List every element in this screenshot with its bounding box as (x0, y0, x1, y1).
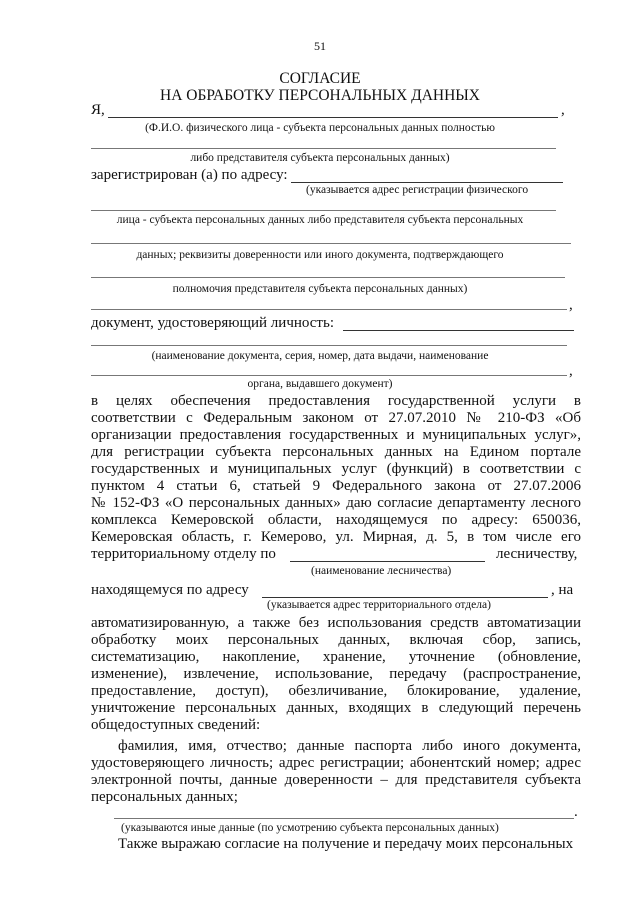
located-label: находящемуся по адресу (91, 582, 249, 598)
para3-line-4: персональных данных; (91, 789, 238, 805)
hint-addr-4: полномочия представителя субъекта персональных данных) (172, 283, 468, 295)
page-number: 51 (314, 39, 326, 53)
para1-line-4: для регистрации субъекта персональных данных на Едином портале (91, 444, 581, 460)
para1-line-1: в целях обеспечения предоставления государственной услуги в (91, 393, 581, 409)
para2-line-5: предоставление, доступ), обезличивание, блокирование, удаление, (91, 683, 581, 699)
doc-comma: , (569, 363, 573, 379)
doc-field-line-2[interactable] (91, 345, 567, 346)
registered-label: зарегистрирован (а) по адресу: (91, 167, 288, 183)
hint-addr-2: лица - субъекта персональных данных либо представителя субъекта персональных (116, 214, 524, 226)
hint-forestry: (наименование лесничества) (311, 565, 452, 577)
hint-doc-1: (наименование документа, серия, номер, дата выдачи, наименование (151, 350, 489, 362)
forestry-suffix: лесничеству, (496, 546, 578, 562)
na-label: , на (551, 582, 574, 598)
para3-line-3: электронной почты, данные доверенности – для представителя субъекта (91, 772, 581, 788)
address-field-line-2[interactable] (91, 210, 556, 211)
territorial-label: территориальному отделу по (91, 546, 276, 562)
doc-label: документ, удостоверяющий личность: (91, 315, 334, 331)
address-field-line-5[interactable] (91, 309, 567, 310)
para2-line-4: изменение), извлечение, использование, передачу (распространение, (91, 666, 581, 682)
terr-address-field-line[interactable] (262, 597, 548, 598)
para2-line-7: общедоступных сведений: (91, 717, 261, 733)
final-line: Также выражаю согласие на получение и передачу моих персональных (118, 836, 574, 852)
para1-line-6: пунктом 4 статьи 6, статьей 9 Федерального закона от 27.07.2006 (91, 478, 581, 494)
para2-line-1: автоматизированную, а также без использования средств автоматизации (91, 615, 581, 631)
doc-field-line[interactable] (343, 330, 574, 331)
para3-line-1: фамилия, имя, отчество; данные паспорта либо иного документа, (118, 738, 581, 754)
para2-line-6: уничтожение персональных данных, входящих в следующий перечень (91, 700, 581, 716)
address-field-line-4[interactable] (91, 277, 565, 278)
other-data-field-line[interactable] (114, 818, 574, 819)
hint-addr-3: данных; реквизиты доверенности или иного документа, подтверждающего (136, 249, 504, 261)
hint-doc-2: органа, выдавшего документ) (247, 378, 393, 390)
address-field-line-3[interactable] (91, 243, 571, 244)
hint-terr-addr: (указывается адрес территориального отдела) (267, 599, 491, 611)
para3-line-2: удостоверяющего личность; адрес регистрации; абонентский номер; адрес (91, 755, 581, 771)
doc-field-line-3[interactable] (91, 375, 567, 376)
para1-line-8: комплекса Кемеровской области, находящемуся по адресу: 650036, (91, 512, 581, 528)
address-field-line[interactable] (291, 182, 563, 183)
title-line-2: НА ОБРАБОТКУ ПЕРСОНАЛЬНЫХ ДАННЫХ (160, 87, 480, 104)
fio-comma: , (561, 102, 565, 118)
para1-line-3: организации предоставления государственных и муниципальных услуг», (91, 427, 581, 443)
hint-other: (указываются иные данные (по усмотрению субъекта персональных данных) (121, 822, 499, 834)
hint-fio-2: либо представителя субъекта персональных данных) (190, 152, 450, 164)
hint-addr-1: (указывается адрес регистрации физического (306, 184, 529, 196)
hint-fio-1: (Ф.И.О. физического лица - субъекта персональных данных полностью (145, 122, 495, 134)
para1-line-5: государственных и муниципальных услуг (функций) в соответствии с (91, 461, 581, 477)
fio-field-line-2[interactable] (91, 148, 556, 149)
address-comma: , (569, 297, 573, 313)
title-line-1: СОГЛАСИЕ (279, 70, 361, 87)
forestry-field-line[interactable] (290, 561, 485, 562)
fio-field-line[interactable] (108, 117, 558, 118)
para1-line-2: соответствии с Федеральным законом от 27.07.2010 № 210-ФЗ «Об (91, 410, 581, 426)
para2-line-3: систематизацию, накопление, хранение, уточнение (обновление, (91, 649, 581, 665)
para2-line-2: обработку моих персональных данных, включая сбор, запись, (91, 632, 581, 648)
para1-line-9: Кемеровская область, г. Кемерово, ул. Мирная, д. 5, в том числе его (91, 529, 581, 545)
ya-label: Я, (91, 102, 105, 118)
other-data-dot: . (574, 804, 578, 820)
para1-line-7: № 152-ФЗ «О персональных данных» даю согласие департаменту лесного (91, 495, 581, 511)
